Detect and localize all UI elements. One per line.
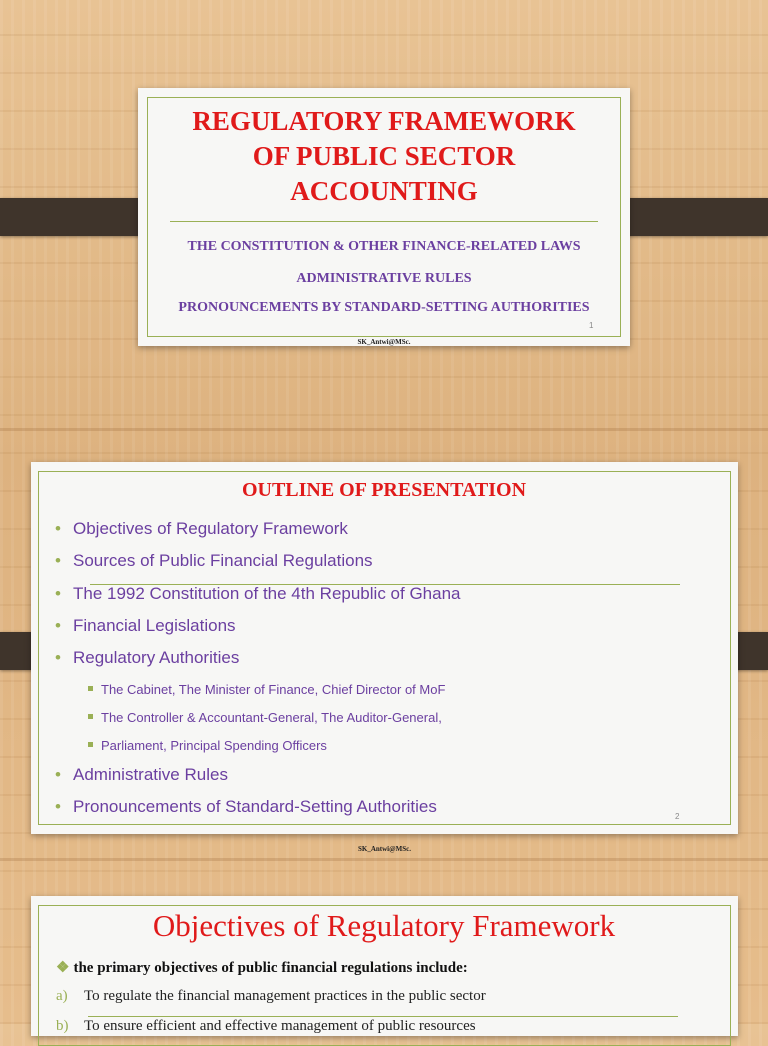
outline-item: • The 1992 Constitution of the 4th Republic of Ghana — [55, 584, 461, 603]
outline-sub-item: The Controller & Accountant-General, The Auditor-General, — [88, 710, 442, 725]
objective-item: a) To regulate the financial management practices in the public sector — [56, 988, 486, 1004]
slide-footer: SK_Antwi@MSc. — [358, 845, 411, 853]
slide-footer: SK_Antwi@MSc. — [357, 338, 411, 346]
title-line: REGULATORY FRAMEWORK — [192, 106, 576, 136]
outline-item: • Regulatory Authorities — [55, 648, 240, 667]
outline-item: • Sources of Public Financial Regulations — [55, 551, 373, 570]
outline-item: • Objectives of Regulatory Framework — [55, 519, 348, 538]
slide-2-title: OUTLINE OF PRESENTATION — [241, 479, 527, 501]
wood-seam — [0, 858, 768, 861]
subtitle: PRONOUNCEMENTS BY STANDARD-SETTING AUTHORITIES — [178, 300, 590, 315]
slide-3-title: Objectives of Regulatory Framework — [152, 908, 616, 943]
subtitle: ADMINISTRATIVE RULES — [296, 271, 472, 286]
divider — [88, 1016, 678, 1017]
outline-item: • Pronouncements of Standard-Setting Authorities — [55, 797, 437, 816]
page-number: 1 — [589, 321, 594, 330]
outline-item: • Financial Legislations — [55, 616, 236, 635]
slide-1-title — [0, 104, 768, 209]
outline-sub-item: The Cabinet, The Minister of Finance, Chief Director of MoF — [88, 682, 445, 697]
wood-seam — [0, 428, 768, 431]
subtitle: THE CONSTITUTION & OTHER FINANCE-RELATED LAWS — [187, 239, 581, 254]
outline-item: • Administrative Rules — [55, 765, 228, 784]
outline-sub-item: Parliament, Principal Spending Officers — [88, 738, 327, 753]
divider — [170, 221, 598, 222]
objective-item: b) To ensure efficient and effective management of public resources — [56, 1018, 476, 1034]
title-line: OF PUBLIC SECTOR — [252, 141, 516, 171]
diamond-bullet-icon: ❖ — [56, 960, 70, 976]
intro-text: ❖ the primary objectives of public financial regulations include: — [56, 960, 468, 976]
title-line: ACCOUNTING — [290, 176, 478, 206]
page-number: 2 — [675, 812, 680, 821]
